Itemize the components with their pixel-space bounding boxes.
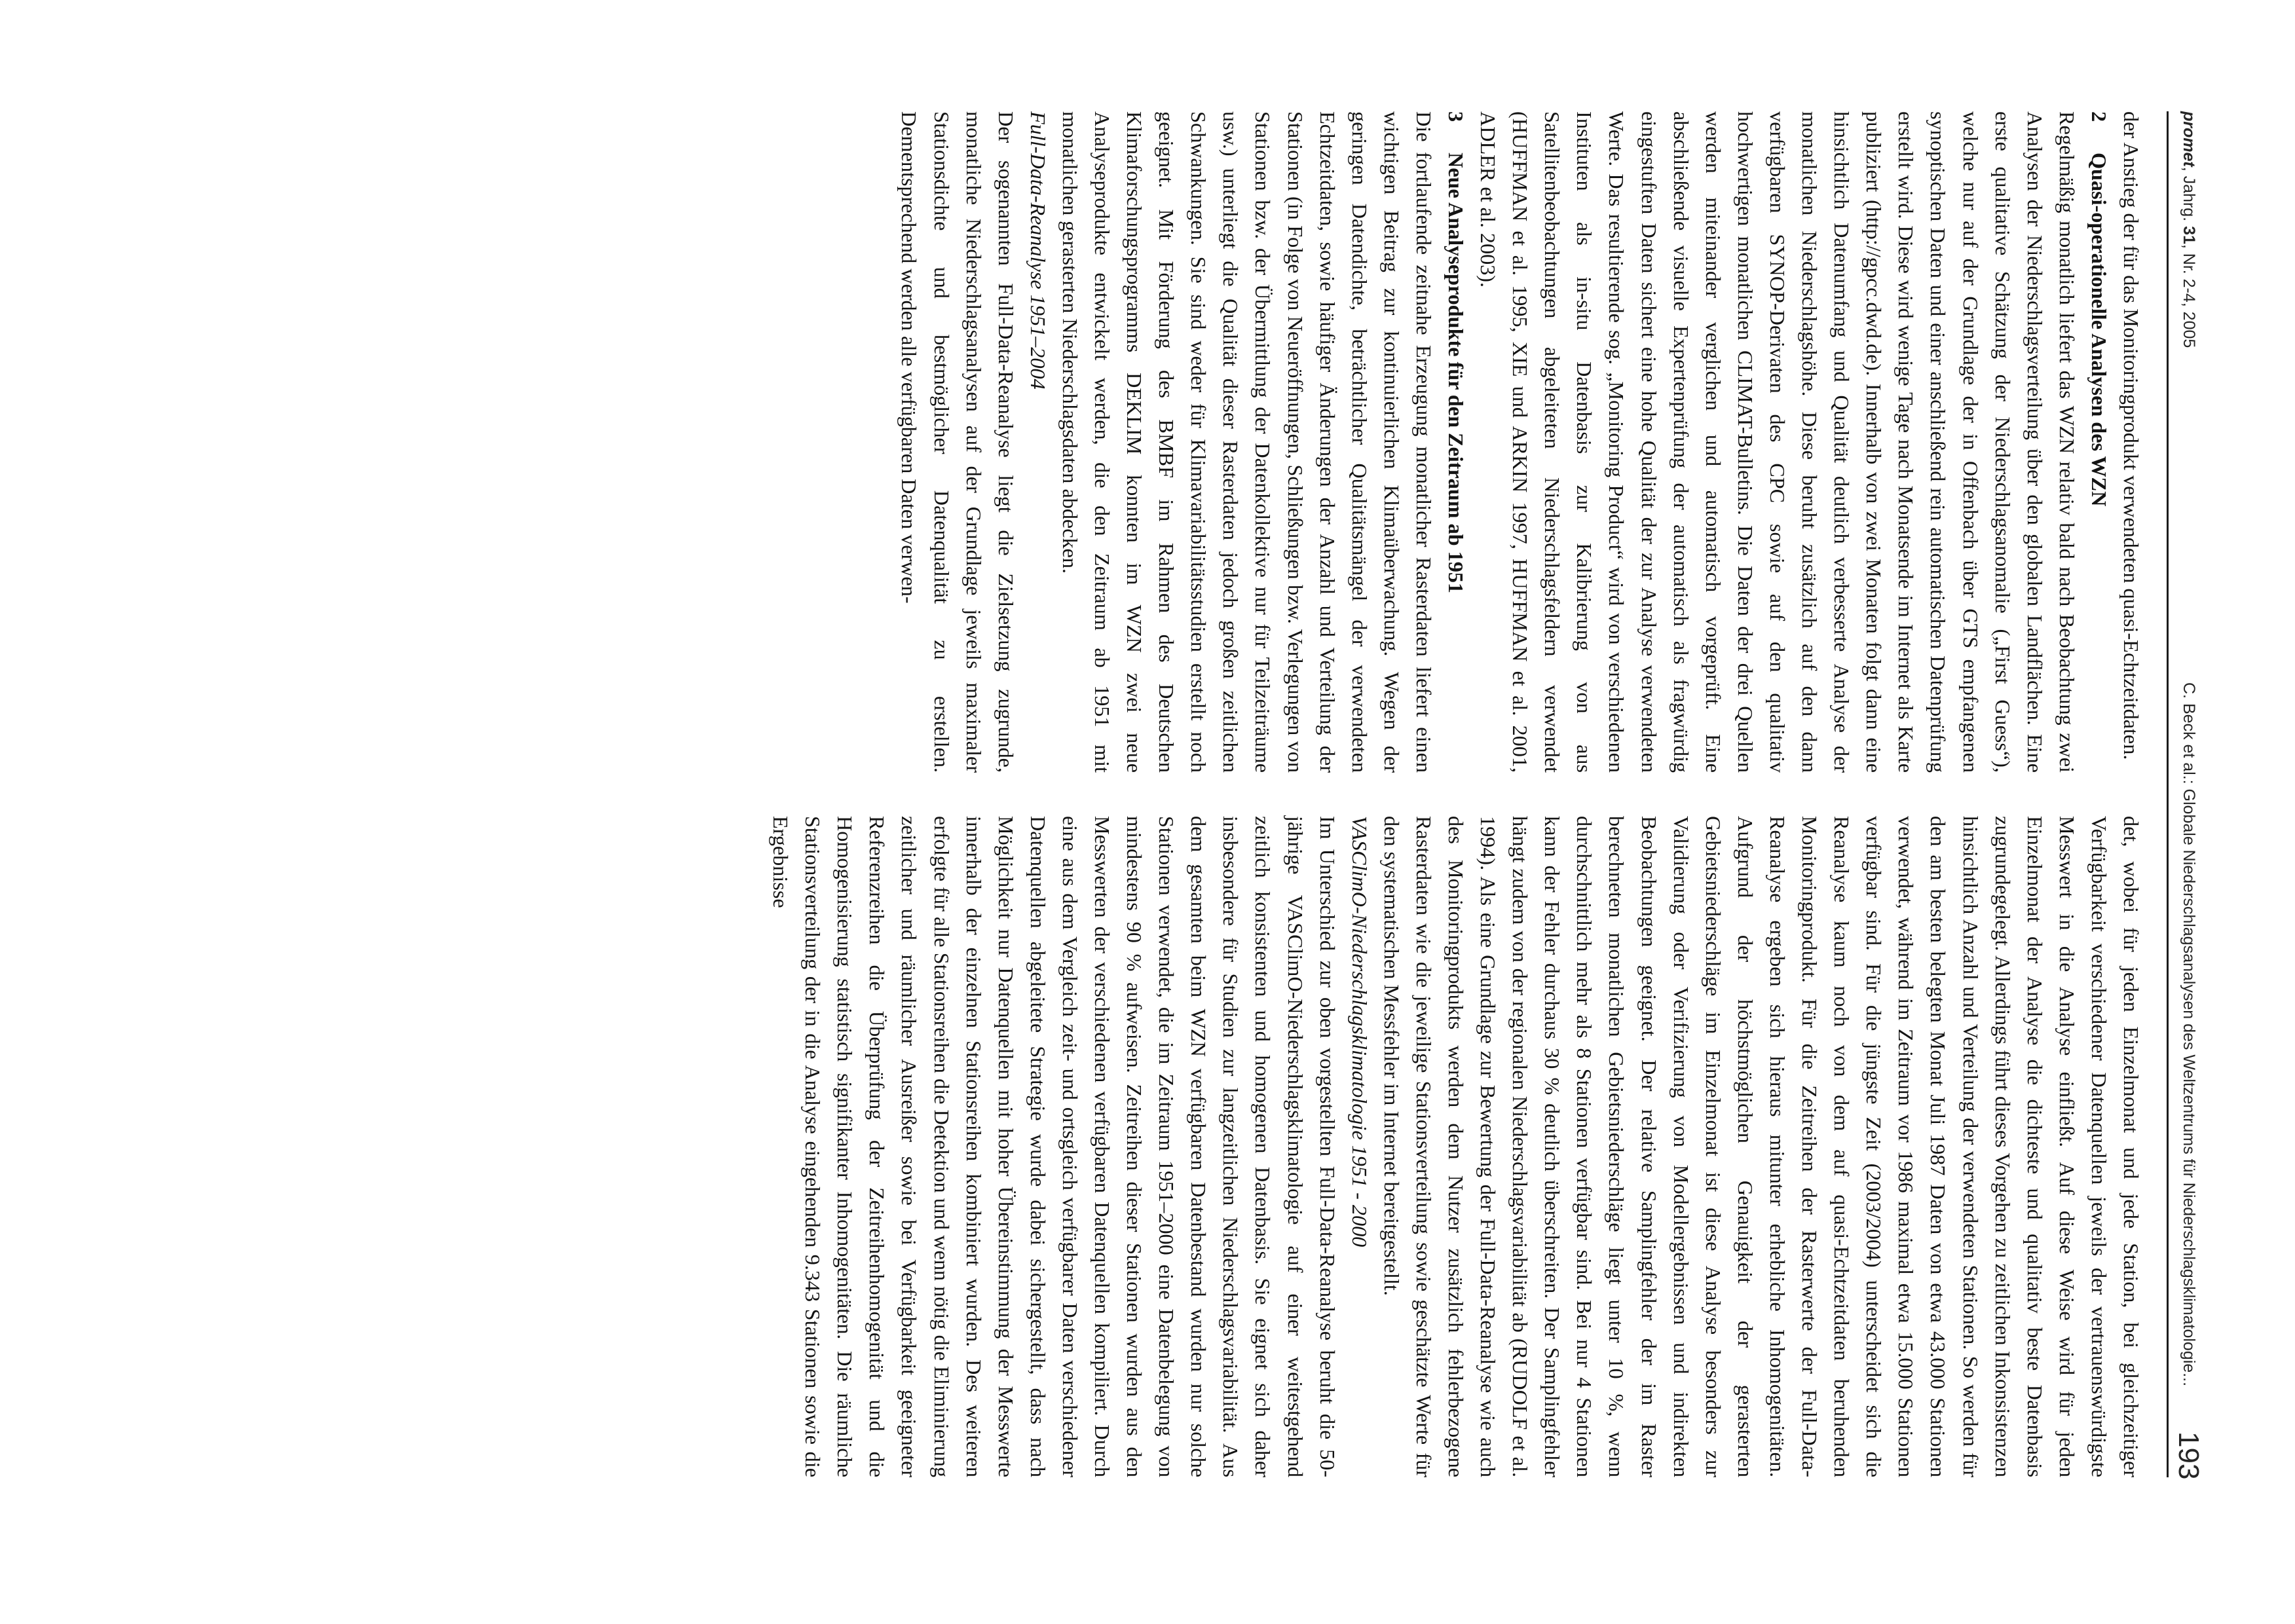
journal-name: promet <box>2180 111 2198 167</box>
body-paragraph: Regelmäßig monatlich liefert das WZN relativ bald nach Beobachtung zwei Analysen der Niederschlagsverteilung über den globalen Landflächen. Eine erste qualitative Schätzung der Niederschlagsanomalie („First Guess“), welche nur auf der Grundlage der in Offenbach über GTS empfangenen synoptischen Daten und einer anschließend rein automatischen Datenprüfung erstellt wird. Diese wird wenige Tage nach Monatsende im Internet als Karte publiziert (http://gpcc.dwd.de). Innerhalb von zwei Monaten folgt dann eine hinsichtlich Datenumfang und Qualität deutlich verbesserte Analyse der monatlichen Niederschlagshöhe. Diese beruht zusätzlich auf den dann verfügbaren SYNOP-Derivaten des CPC sowie auf den qualitativ hochwertigen monatlichen CLIMAT-Bulletins. Die Daten der drei Quellen werden miteinander verglichen und automatisch vorgeprüft. Eine abschließende visuelle Expertenprüfung der automatisch als fragwürdig eingestuften Daten sichert eine hohe Qualität der zur Analyse verwendeten Werte. Das resultierende sog. „Monitoring Product“ wird von verschiedenen Instituten als in-situ Datenbasis zur Kalibrierung von aus Satellitenbeobachtungen abgeleiteten Niederschlagsfeldern verwendet (HUFFMAN et al. 1995, XIE und ARKIN 1997, HUFFMAN et al. 2001, ADLER et al. 2003). <box>1476 111 2079 773</box>
header-rule <box>2167 111 2169 1477</box>
left-column <box>893 111 2147 773</box>
section-heading-3 <box>1440 111 1472 773</box>
section-title: Neue Analyseprodukte für den Zeitraum ab 1951 <box>1444 153 1468 594</box>
right-column <box>764 816 2147 1477</box>
journal-volume: 31 <box>2180 226 2198 244</box>
running-title: C. Beck et al.: Globale Niederschlagsanalysen des Weltzentrums für Niederschlagsklimatologie... <box>2180 682 2198 1387</box>
section-title: Quasi-operationelle Analysen des WZN <box>2087 153 2111 507</box>
continuation-paragraph: det, wobei für jeden Einzelmonat und jede Station, bei gleichzeitiger Verfügbarkeit verschiedener Datenquellen jeweils der vertrauenswürdigste Messwert in die Analyse einfließt. Auf diese Weise wird für jeden Einzelmonat der Analyse die dichteste und qualitativ beste Datenbasis zugrundegelegt. Allerdings führt dieses Vorgehen zu zeitlichen Inkonsistenzen hinsichtlich Anzahl und Verteilung der verwendeten Stationen. So werden für den am besten belegten Monat Juli 1987 Daten von etwa 43.000 Stationen verwendet, während im Zeitraum vor 1986 maximal etwa 15.000 Stationen verfügbar sind. Für die jüngste Zeit (2003/2004) unterscheidet sich die Reanalyse kaum noch von dem auf quasi-Echtzeitdaten beruhenden Monitoringprodukt. Für die Zeitreihen der Rasterwerte der Full-Data-Reanalyse ergeben sich hieraus mitunter erhebliche Inhomogenitäten. Aufgrund der höchstmöglichen Genauigkeit der gerasterten Gebietsniederschläge im Einzelmonat ist diese Analyse besonders zur Validierung oder Verifizierung von Modellergebnissen und indirekten Beobachtungen geeignet. Der relative Samplingfehler der im Raster berechneten monatlichen Gebietsniederschläge liegt unter 10 %, wenn durchschnittlich mehr als 8 Stationen verfügbar sind. Bei nur 4 Stationen kann der Fehler durchaus 30 % deutlich überschreiten. Der Samplingfehler hängt zudem von der regionalen Niederschlagsvariabilität ab (RUDOLF et al. 1994). Als eine Grundlage zur Bewertung der Full-Data-Reanalyse wie auch des Monitoringprodukts werden dem Nutzer zusätzlich fehlerbezogene Rasterdaten wie die jeweilige Stationsverteilung sowie geschätzte Werte für den systematischen Messfehler im Internet bereitgestellt. <box>1379 816 2143 1477</box>
body-paragraph: Im Unterschied zur oben vorgestellten Full-Data-Reanalyse beruht die 50-jährige VASClimO-Niederschlagsklimatologie auf einer weitestgehend zeitlich konsistenten und homogenen Datenbasis. Sie eignet sich daher insbesondere für Studien zur langzeitlichen Niederschlagsvariabilität. Aus dem gesamten beim WZN verfügbaren Datenbestand wurden nur solche Stationen verwendet, die im Zeitraum 1951–2000 eine Datenbelegung von mindestens 90 % aufweisen. Zeitreihen dieser Stationen wurden aus den Messwerten der verschiedenen verfügbaren Datenquellen kompiliert. Durch eine aus dem Vergleich zeit- und ortsgleich verfügbarer Daten verschiedener Datenquellen abgeleitete Strategie wurde dabei sichergestellt, dass nach Möglichkeit nur Datenquellen mit hoher Übereinstimmung der Messwerte innerhalb der einzelnen Stationsreihen kombiniert wurden. Des weiteren erfolgte für alle Stationsreihen die Detektion und wenn nötig die Eliminierung zeitlicher und räumlicher Ausreißer sowie bei Verfügbarkeit geeigneter Referenzreihen die Überprüfung der Zeitreihenhomogenität und die Homogenisierung statistisch signifikanter Inhomogenitäten. Die räumliche Stationsverteilung der in die Analyse eingehenden 9.343 Stationen sowie die Ergebnisse <box>769 816 1339 1477</box>
subsection-heading: Full-Data-Reanalyse 1951–2004 <box>1026 111 1050 390</box>
subsection-heading: VASClimO-Niederschlagsklimatologie 1951 - 2000 <box>1347 816 1371 1247</box>
section-number: 3 <box>1444 111 1468 122</box>
continuation-paragraph: der Anstieg der für das Monitoringprodukt verwendeten quasi-Echtzeitdaten. <box>2119 111 2143 760</box>
body-paragraph: Der sogenannten Full-Data-Reanalyse liegt die Zielsetzung zugrunde, monatliche Niederschlagsanalysen auf der Grundlage jeweils maximaler Stationsdichte und bestmöglicher Datenqualität zu erstellen. Dementsprechend werden alle verfügbaren Daten verwen- <box>897 111 1018 773</box>
journal-volume-label: , Jahrg. <box>2180 166 2198 227</box>
section-number: 2 <box>2087 111 2111 122</box>
journal-citation <box>2179 111 2198 348</box>
page-number: 193 <box>2173 1431 2205 1480</box>
journal-issue: , Nr. 2-4, 2005 <box>2180 244 2198 348</box>
body-paragraph: Die fortlaufende zeitnahe Erzeugung monatlicher Rasterdaten liefert einen wichtigen Beitrag zur kontinuierlichen Klimaüberwachung. Wegen der geringen Datendichte, beträchtlicher Qualitätsmängel der verwendeten Echtzeitdaten, sowie häufiger Änderungen der Anzahl und Verteilung der Stationen (in Folge von Neueröffnungen, Schließungen bzw. Verlegungen von Stationen bzw. der Übermittlung der Datenkollektive nur für Teilzeiträume usw.) unterliegt die Qualität dieser Rasterdaten jedoch großen zeitlichen Schwankungen. Sie sind weder für Klimavariabilitätsstudien erstellt noch geeignet. Mit Förderung des BMBF im Rahmen des Deutschen Klimaforschungsprogramms DEKLIM konnten im WZN zwei neue Analyseprodukte entwickelt werden, die den Zeitraum ab 1951 mit monatlichen gerasterten Niederschlagsdaten abdecken. <box>1058 111 1436 773</box>
section-heading-2 <box>2083 111 2115 773</box>
